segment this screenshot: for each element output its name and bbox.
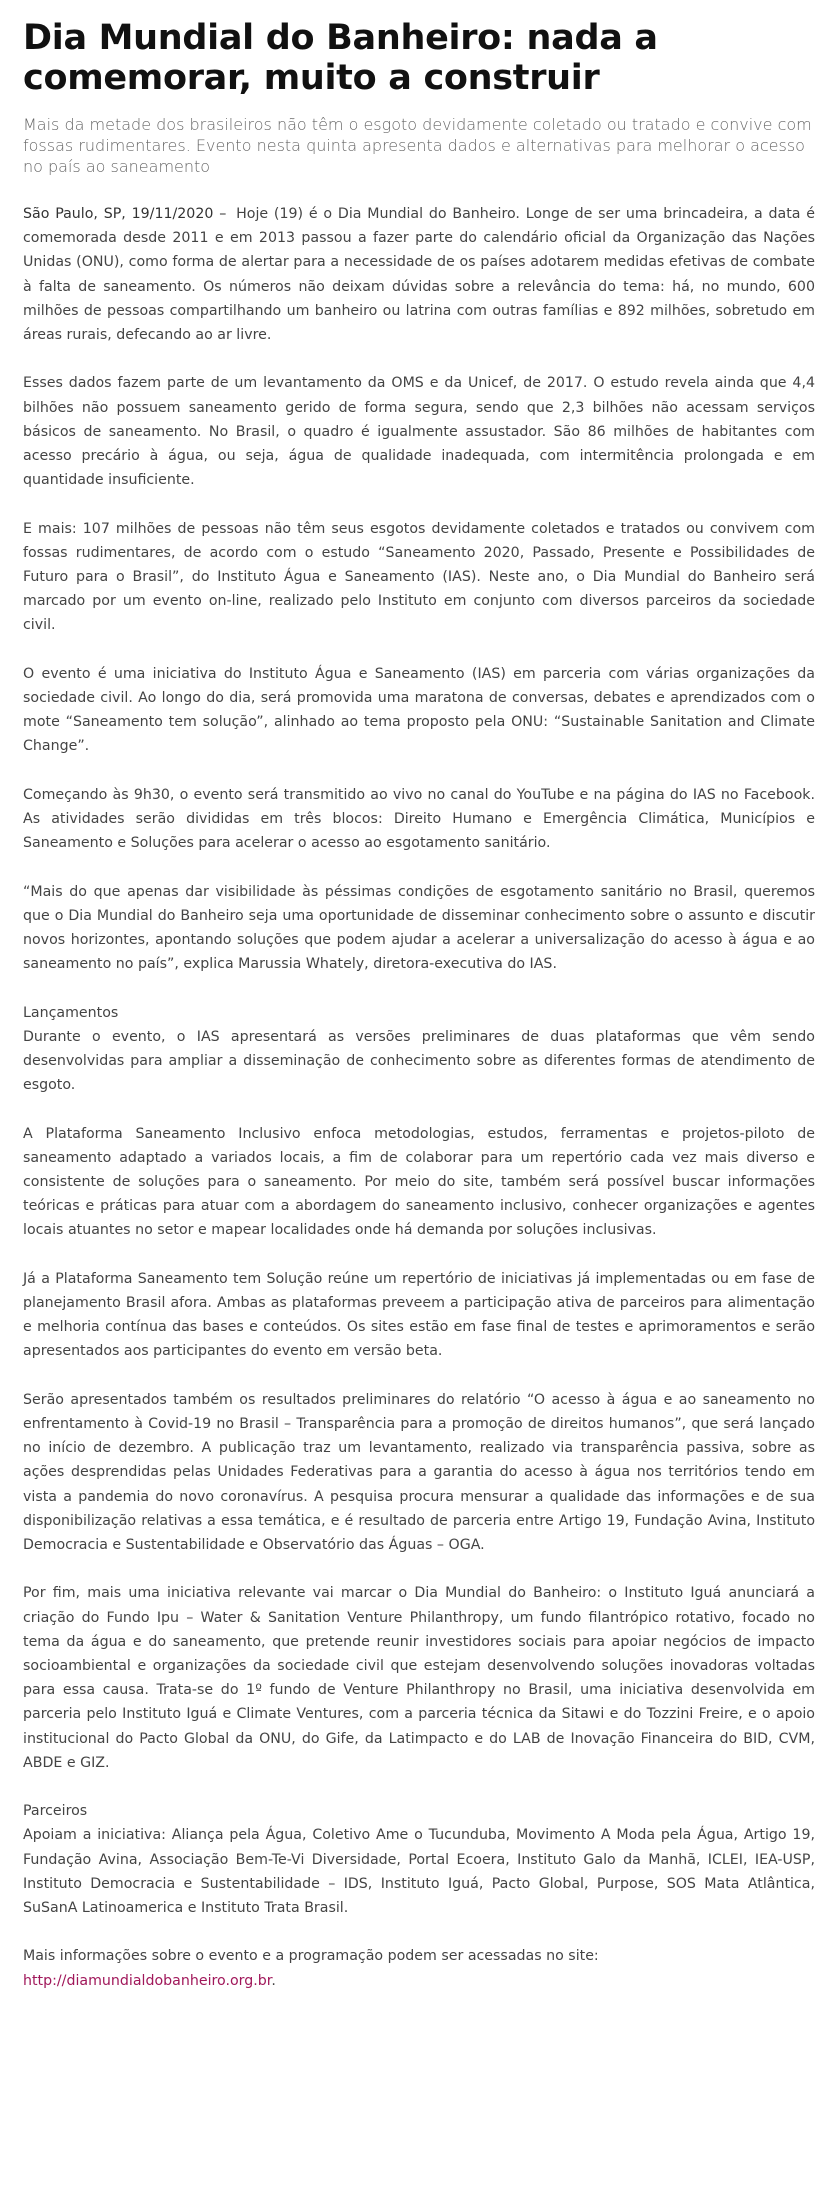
- paragraph-3: E mais: 107 milhões de pessoas não têm seus esgotos devidamente coletados e tratados ou convivem com fossas rudimentares, de acordo com o estudo “Saneamento 2020, Passado, Presente e Possibilidades de Futuro para o Brasil”, do Instituto Água e Saneamento (IAS). Neste ano, o Dia Mundial do Banheiro será marcado por um evento on-line, realizado pelo Instituto em conjunto com diversos parceiros da sociedade civil.: [23, 520, 815, 634]
- launches-section: [23, 1001, 815, 1098]
- article-title: Dia Mundial do Banheiro: nada a comemorar, muito a construir: [23, 18, 658, 98]
- site-link-suffix: .: [271, 1972, 276, 1989]
- partners-heading: Parceiros: [23, 1803, 88, 1820]
- article-subtitle: Mais da metade dos brasileiros não têm o esgoto devidamente coletado ou tratado e convive com fossas rudimentares. Evento nesta quinta apresenta dados e alternativas para melhorar o acesso no país ao saneamento: [23, 115, 812, 176]
- site-link[interactable]: http://diamundialdobanheiro.org.br: [23, 1972, 272, 1989]
- article: [23, 18, 815, 2017]
- more-info-paragraph: [23, 1944, 815, 1992]
- paragraph-8: A Plataforma Saneamento Inclusivo enfoca metodologias, estudos, ferramentas e projetos-piloto de saneamento adaptado a variados locais, a fim de colaborar para um repertório cada vez mais diverso e consistente de soluções para o saneamento. Por meio do site, também será possível buscar informações teóricas e práticas para atuar com a abordagem do saneamento inclusivo, conhecer organizações e agentes locais atuantes no setor e mapear localidades onde há demanda por soluções inclusivas.: [23, 1125, 815, 1239]
- paragraph-11: Por fim, mais uma iniciativa relevante vai marcar o Dia Mundial do Banheiro: o Instituto Iguá anunciará a criação do Fundo Ipu – Water & Sanitation Venture Philanthropy, um fundo filantrópico rotativo, focado no tema da água e do saneamento, que pretende reunir investidores sociais para apoiar negócios de impacto socioambiental e organizações da sociedade civil que estejam desenvolvendo soluções inovadoras voltadas para essa causa. Trata-se do 1º fundo de Venture Philanthropy no Brasil, uma iniciativa desenvolvida em parceria pelo Instituto Iguá e Climate Ventures, com a parceria técnica da Sitawi e do Tozzini Freire, e o apoio institucional do Pacto Global da ONU, do Gife, da Latimpacto e do LAB de Inovação Financeira do BID, CVM, ABDE e GIZ.: [23, 1585, 815, 1771]
- paragraph-1: [23, 202, 815, 347]
- paragraph-1-text: Hoje (19) é o Dia Mundial do Banheiro. Longe de ser uma brincadeira, a data é comemorada desde 2011 e em 2013 passou a fazer parte do calendário oficial da Organização das Nações Unidas (ONU), como forma de alertar para a necessidade de os países adotarem medidas efetivas de combate à falta de saneamento. Os números não deixam dúvidas sobre a relevância do tema: há, no mundo, 600 milhões de pessoas compartilhando um banheiro ou latrina com outras famílias e 892 milhões, sobretudo em áreas rurais, defecando ao ar livre.: [23, 206, 815, 344]
- partners-section: [23, 1799, 815, 1920]
- launches-heading: Lançamentos: [23, 1004, 119, 1021]
- dateline: São Paulo, SP, 19/11/2020 –: [23, 206, 227, 222]
- article-body: [23, 202, 815, 1993]
- paragraph-2: Esses dados fazem parte de um levantamento da OMS e da Unicef, de 2017. O estudo revela ainda que 4,4 bilhões não possuem saneamento gerido de forma segura, sendo que 2,3 bilhões não acessam serviços básicos de saneamento. No Brasil, o quadro é igualmente assustador. São 86 milhões de habitantes com acesso precário à água, ou seja, água de qualidade inadequada, com intermitência prolongada e em quantidade insuficiente.: [23, 375, 815, 489]
- paragraph-9: Já a Plataforma Saneamento tem Solução reúne um repertório de iniciativas já implementadas ou em fase de planejamento Brasil afora. Ambas as plataformas preveem a participação ativa de parceiros para alimentação e melhoria contínua das bases e conteúdos. Os sites estão em fase final de testes e aprimoramentos e serão apresentados aos participantes do evento em versão beta.: [23, 1270, 815, 1360]
- paragraph-7: Durante o evento, o IAS apresentará as versões preliminares de duas plataformas que vêm sendo desenvolvidas para ampliar a disseminação de conhecimento sobre as diferentes formas de atendimento de esgoto.: [23, 1028, 815, 1094]
- partners-list: Apoiam a iniciativa: Aliança pela Água, Coletivo Ame o Tucunduba, Movimento A Moda pela Água, Artigo 19, Fundação Avina, Associação Bem-Te-Vi Diversidade, Portal Ecoera, Instituto Galo da Manhã, ICLEI, IEA-USP, Instituto Democracia e Sustentabilidade – IDS, Instituto Iguá, Pacto Global, Purpose, SOS Mata Atlântica, SuSanA Latinoamerica e Instituto Trata Brasil.: [23, 1827, 815, 1917]
- more-info-text: Mais informações sobre o evento e a programação podem ser acessadas no site:: [23, 1948, 599, 1965]
- paragraph-10: Serão apresentados também os resultados preliminares do relatório “O acesso à água e ao saneamento no enfrentamento à Covid-19 no Brasil – Transparência para a promoção de direitos humanos”, que será lançado no início de dezembro. A publicação traz um levantamento, realizado via transparência passiva, sobre as ações desprendidas pelas Unidades Federativas para a garantia do acesso à água nos territórios tendo em vista a pandemia do novo coronavírus. A pesquisa procura mensurar a qualidade das informações e de sua disponibilização relativas a essa temática, e é resultado de parceria entre Artigo 19, Fundação Avina, Instituto Democracia e Sustentabilidade e Observatório das Águas – OGA.: [23, 1391, 815, 1554]
- paragraph-5: Começando às 9h30, o evento será transmitido ao vivo no canal do YouTube e na página do IAS no Facebook. As atividades serão divididas em três blocos: Direito Humano e Emergência Climática, Municípios e Saneamento e Soluções para acelerar o acesso ao esgotamento sanitário.: [23, 786, 815, 852]
- quote-paragraph: “Mais do que apenas dar visibilidade às péssimas condições de esgotamento sanitário no Brasil, queremos que o Dia Mundial do Banheiro seja uma oportunidade de disseminar conhecimento sobre o assunto e discutir novos horizontes, apontando soluções que podem ajudar a acelerar a universalização do acesso à água e ao saneamento no país”, explica Marussia Whately, diretora-executiva do IAS.: [23, 883, 815, 973]
- paragraph-4: O evento é uma iniciativa do Instituto Água e Saneamento (IAS) em parceria com várias organizações da sociedade civil. Ao longo do dia, será promovida uma maratona de conversas, debates e aprendizados com o mote “Saneamento tem solução”, alinhado ao tema proposto pela ONU: “Sustainable Sanitation and Climate Change”.: [23, 665, 815, 755]
